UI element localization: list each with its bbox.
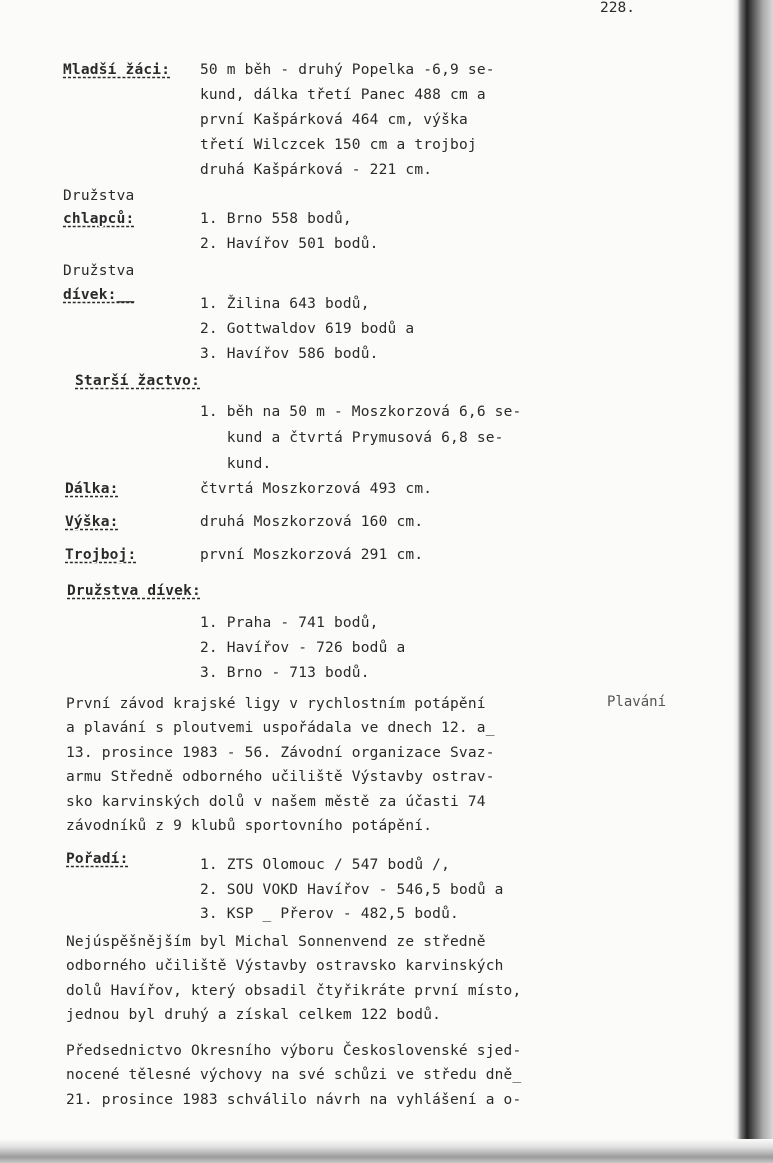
result-item: 1. Praha - 741 bodů, — [200, 615, 379, 631]
paragraph-line: dolů Havířov, který obsadil čtyřikráte první místo, — [66, 983, 522, 999]
paragraph-line: armu Středně odborného učiliště Výstavby ostrav- — [66, 769, 495, 785]
section-label-mladsi-zaci: Mladší žáci: — [63, 62, 171, 78]
result-item: 2. Gottwaldov 619 bodů a — [200, 321, 415, 337]
result-item: 2. SOU VOKD Havířov - 546,5 bodů a — [200, 882, 504, 898]
result-item: 3. KSP _ Přerov - 482,5 bodů. — [200, 906, 459, 922]
section-label-druzstva: Družstva — [63, 263, 135, 279]
result-item: 1. Žilina 643 bodů, — [200, 296, 370, 312]
result-item: 2. Havířov 501 bodů. — [200, 236, 379, 252]
paragraph-line: jednou byl druhý a získal celkem 122 bodů. — [66, 1007, 442, 1023]
paragraph-line: Předsednictvo Okresního výboru Československé sjed- — [66, 1043, 522, 1059]
page-bottom-edge — [0, 1139, 773, 1163]
margin-note-plavani: Plavání — [607, 694, 667, 710]
result-value: první Moszkorzová 291 cm. — [200, 547, 424, 563]
section-label-starsi-zactvo: Starší žactvo: — [75, 373, 201, 389]
paragraph-line: 21. prosince 1983 schválilo návrh na vyhlášení a o- — [66, 1092, 522, 1108]
text-line: druhá Kašpárková - 221 cm. — [200, 162, 433, 178]
result-item: 1. Brno 558 bodů, — [200, 211, 352, 227]
result-item: 3. Havířov 586 bodů. — [200, 346, 379, 362]
section-label-trojboj: Trojboj: — [65, 547, 137, 563]
result-item: 2. Havířov - 726 bodů a — [200, 640, 406, 656]
text-line: kund a čtvrtá Prymusová 6,8 se- — [200, 430, 504, 446]
paragraph-line: nocené tělesné výchovy na své schůzi ve středu dně_ — [66, 1067, 522, 1083]
paragraph-line: a plavání s ploutvemi uspořádala ve dnech 12. a_ — [66, 720, 495, 736]
text-line: 1. běh na 50 m - Moszkorzová 6,6 se- — [200, 404, 522, 420]
result-value: čtvrtá Moszkorzová 493 cm. — [200, 481, 433, 497]
text-line: kund, dálka třetí Panec 488 cm a — [200, 87, 486, 103]
section-label-dalka: Dálka: — [65, 481, 119, 497]
page-binding-shadow — [733, 0, 773, 1163]
section-label-druzstva: Družstva — [63, 188, 135, 204]
section-label-vyska: Výška: — [65, 514, 119, 530]
section-label-druzstva-divek: Družstva dívek: — [67, 583, 201, 599]
paragraph-line: sko karvinských dolů v našem městě za účasti 74 — [66, 794, 486, 810]
page-number: 228. — [600, 0, 635, 16]
text-line: kund. — [200, 456, 272, 472]
section-label-chlapcu: chlapců: — [63, 211, 135, 227]
section-label-divek: dívek:__ — [63, 287, 135, 303]
paragraph-line: závodníků z 9 klubů sportovního potápění. — [66, 818, 433, 834]
result-item: 1. ZTS Olomouc / 547 bodů /, — [200, 857, 451, 873]
result-item: 3. Brno - 713 bodů. — [200, 665, 370, 681]
text-line: 50 m běh - druhý Popelka -6,9 se- — [200, 62, 495, 78]
result-value: druhá Moszkorzová 160 cm. — [200, 514, 424, 530]
paragraph-line: 13. prosince 1983 - 56. Závodní organizace Svaz- — [66, 745, 495, 761]
section-label-poradi: Pořadí: — [66, 851, 129, 867]
text-line: třetí Wilczcek 150 cm a trojboj — [200, 137, 477, 153]
paragraph-line: odborného učiliště Výstavby ostravsko karvinských — [66, 958, 504, 974]
text-line: první Kašpárková 464 cm, výška — [200, 112, 468, 128]
paragraph-line: Nejúspěšnějším byl Michal Sonnenvend ze středně — [66, 934, 486, 950]
paragraph-line: První závod krajské ligy v rychlostním potápění — [66, 696, 486, 712]
